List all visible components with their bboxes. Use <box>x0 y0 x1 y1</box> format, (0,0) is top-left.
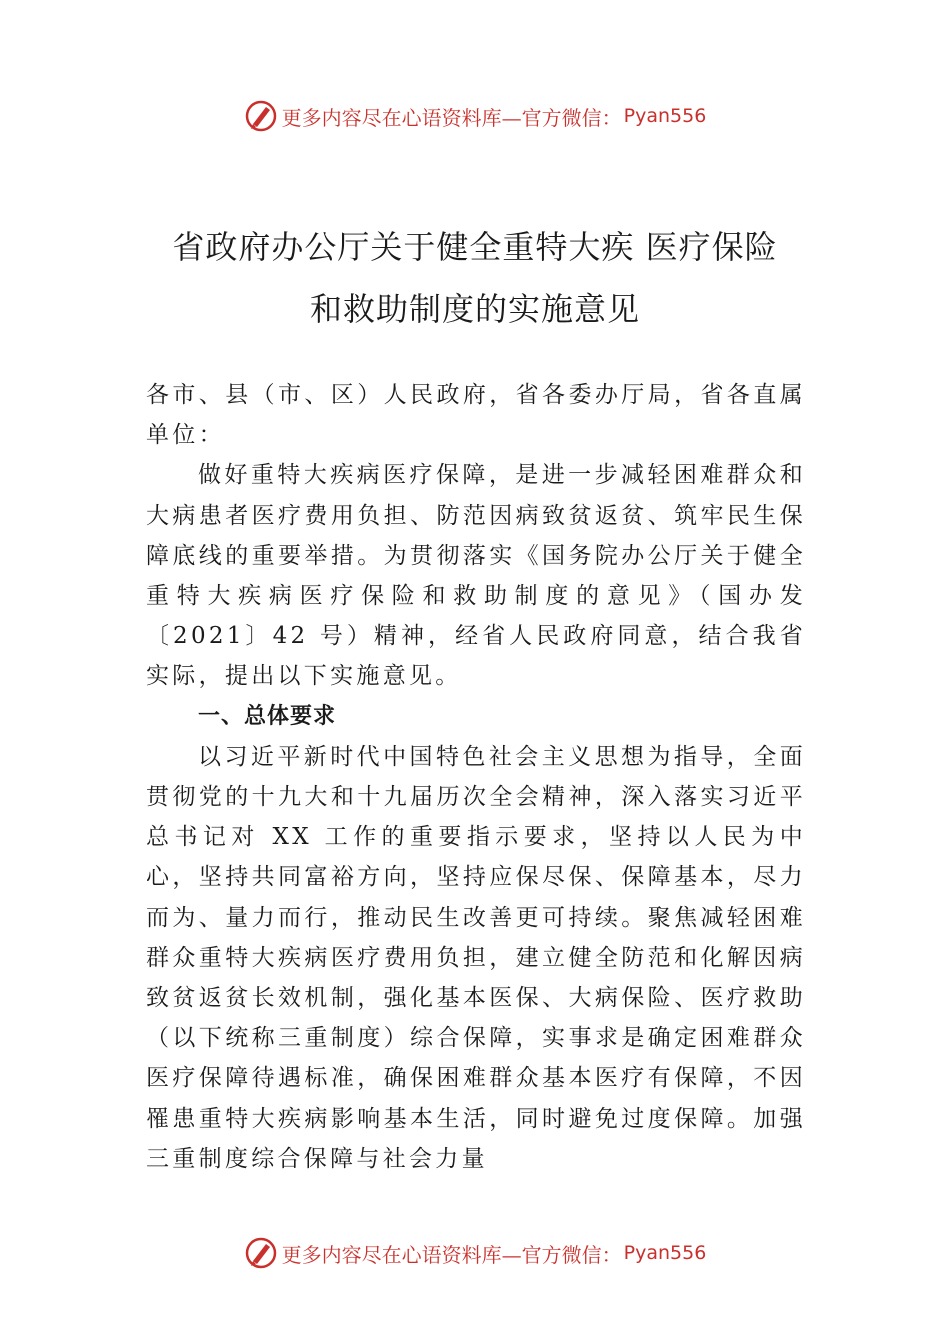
section-heading: 一、总体要求 <box>198 703 337 729</box>
header-watermark <box>0 96 950 136</box>
document-title-line1: 省政府办公厅关于健全重特大疾 医疗保险 <box>172 228 778 266</box>
document-body <box>146 375 806 1179</box>
watermark-text: 更多内容尽在心语资料库—官方微信： <box>281 1242 622 1267</box>
salutation: 各市、县（市、区）人民政府，省各委办厅局，省各直属单位： <box>146 382 806 449</box>
watermark-account: Pyan556 <box>623 105 707 127</box>
paragraph-intro: 做好重特大疾病医疗保障，是进一步减轻困难群众和大病患者医疗费用负担、防范因病致贫返贫、筑牢民生保障底线的重要举措。为贯彻落实《国务院办公厅关于健全重特大疾病医疗保险和救助制度的意见》（国办发〔2021〕42 号）精神，经省人民政府同意，结合我省实际，提出以下实施意见。 <box>146 462 806 690</box>
footer-watermark <box>0 1233 950 1273</box>
paragraph-general-requirements: 以习近平新时代中国特色社会主义思想为指导，全面贯彻党的十九大和十九届历次全会精神，深入落实习近平总书记对 XX 工作的重要指示要求，坚持以人民为中心，坚持共同富裕方向，坚持应保尽保、保障基本，尽力而为、量力而行，推动民生改善更可持续。聚焦减轻困难群众重特大疾病医疗费用负担，建立健全防范和化解因病致贫返贫长效机制，强化基本医保、大病保险、医疗救助（以下统称三重制度）综合保障，实事求是确定困难群众医疗保障待遇标准，确保困难群众基本医疗有保障，不因罹患重特大疾病影响基本生活，同时避免过度保障。加强三重制度综合保障与社会力量 <box>146 743 806 1172</box>
pen-logo-icon <box>244 1236 278 1270</box>
watermark-account: Pyan556 <box>623 1242 707 1264</box>
watermark-text: 更多内容尽在心语资料库—官方微信： <box>281 105 622 130</box>
document-title-line2: 和救助制度的实施意见 <box>309 290 640 328</box>
pen-logo-icon <box>244 99 278 133</box>
